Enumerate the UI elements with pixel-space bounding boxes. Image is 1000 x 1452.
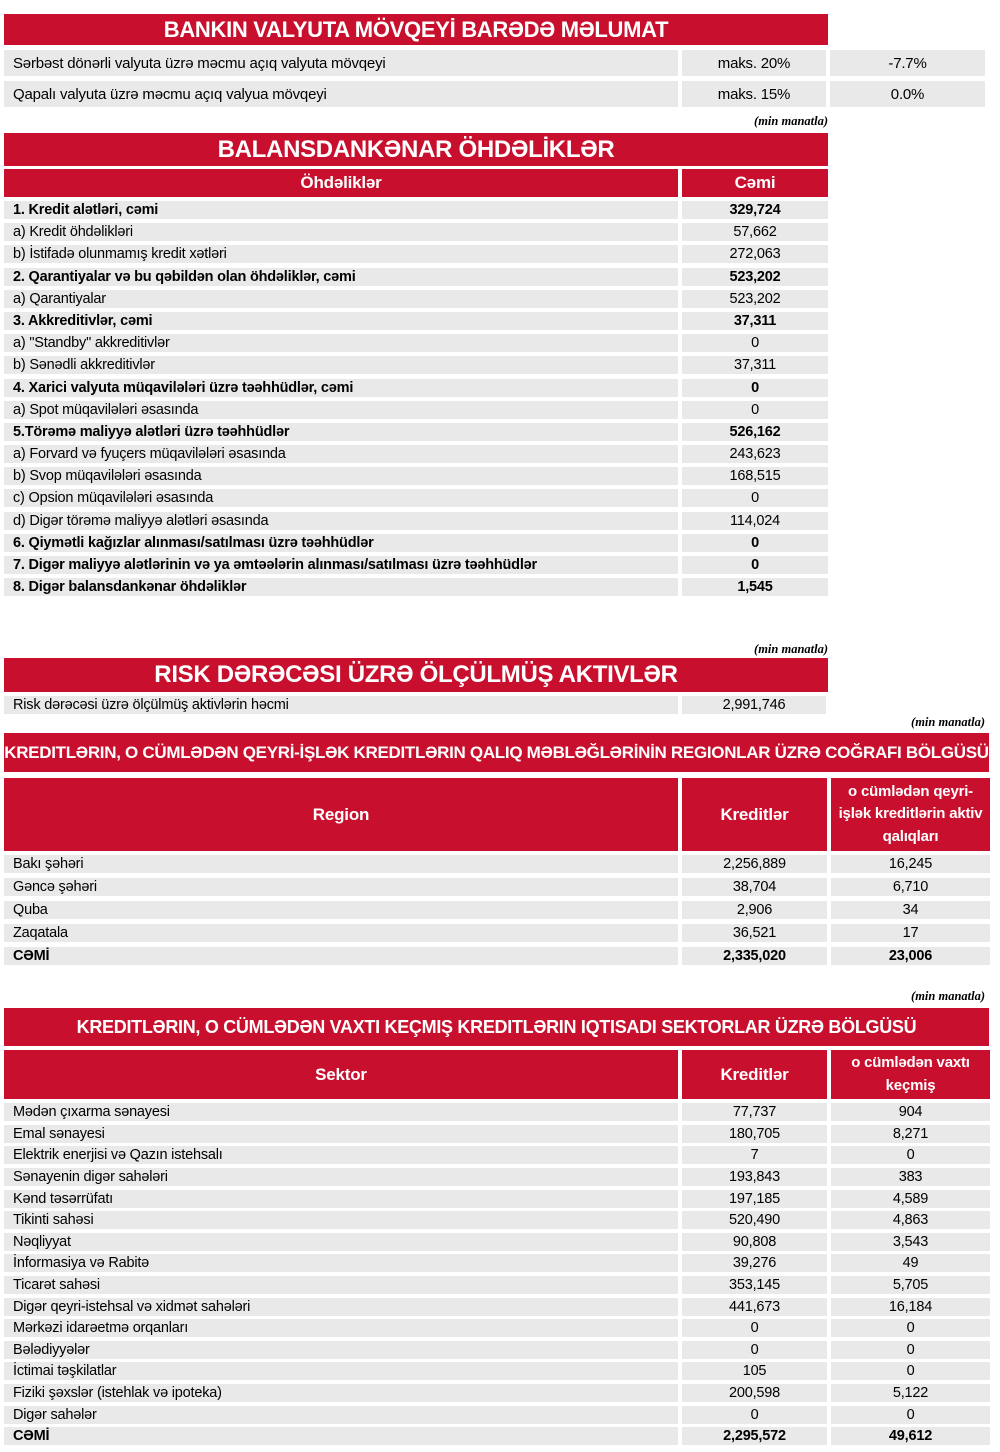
row-overdue-value: 16,184 [831,1298,990,1316]
row-overdue-value: 0 [831,1406,990,1424]
row-nonperforming-value: 16,245 [831,855,990,873]
row-loans-value: 441,673 [682,1298,827,1316]
table-row [4,81,1000,107]
table-row [4,1190,1000,1208]
table-row [4,1125,1000,1143]
column-header-total: Cəmi [682,169,828,197]
row-label: a) Qarantiyalar [4,290,678,308]
row-total-value: 0 [682,534,828,552]
row-loans-value: 180,705 [682,1125,827,1143]
table-row [4,578,1000,596]
row-label: b) İstifadə olunmamış kredit xətləri [4,245,678,263]
row-loans-value: 38,704 [682,878,827,896]
row-label: Tikinti sahəsi [4,1211,678,1229]
unit-note-min-manatla: (min manatla) [911,989,985,1004]
table-row [4,467,1000,485]
row-total-value: 329,724 [682,201,828,219]
column-header-loans: Kreditlər [682,778,827,851]
row-loans-value: 193,843 [682,1168,827,1186]
table-row [4,423,1000,441]
row-label: 1. Kredit alətləri, cəmi [4,201,678,219]
risk-weighted-section [4,658,1000,714]
loans-by-sector-title: KREDITLƏRIN, O CÜMLƏDƏN VAXTI KEÇMIŞ KREDITLƏRIN IQTISADI SEKTORLAR ÜZRƏ BÖLGÜSÜ [4,1008,989,1046]
row-label: Sənayenin digər sahələri [4,1168,678,1186]
row-label: CƏMİ [4,1427,678,1445]
row-limit-value: maks. 20% [682,50,826,76]
table-row [4,1406,1000,1424]
row-label: Qapalı valyuta üzrə məcmu açıq valyua mövqeyi [4,81,678,107]
row-label: 4. Xarici valyuta müqavilələri üzrə təəhhüdlər, cəmi [4,379,678,397]
row-label: 3. Akkreditivlər, cəmi [4,312,678,330]
row-total-value: 523,202 [682,290,828,308]
row-loans-value: 36,521 [682,924,827,942]
table-row [4,534,1000,552]
row-overdue-value: 904 [831,1103,990,1121]
row-loans-value: 0 [682,1341,827,1359]
row-loans-value: 7 [682,1146,827,1164]
table-row [4,290,1000,308]
row-label: Gəncə şəhəri [4,878,678,896]
risk-weighted-title: RISK DƏRƏCƏSI ÜZRƏ ÖLÇÜLMÜŞ AKTIVLƏR [4,658,828,692]
loans-by-region-rows [4,855,1000,965]
table-row [4,901,1000,919]
table-row [4,334,1000,352]
table-row [4,924,1000,942]
row-overdue-value: 5,122 [831,1384,990,1402]
row-label: Emal sənayesi [4,1125,678,1143]
loans-by-sector-column-header [4,1050,1000,1099]
row-label: Bələdiyyələr [4,1341,678,1359]
table-row [4,356,1000,374]
unit-note-min-manatla: (min manatla) [754,642,828,657]
loans-by-region-title: KREDITLƏRIN, O CÜMLƏDƏN QEYRİ-İŞLƏK KREDITLƏRIN QALIQ MƏBLƏĞLƏRİNİN REGIONLAR ÜZRƏ COĞRAFI BÖLGÜSÜ [4,733,989,772]
column-header-sector: Sektor [4,1050,678,1099]
row-loans-value: 105 [682,1362,827,1380]
row-label: CƏMİ [4,947,678,965]
row-loans-value: 90,808 [682,1233,827,1251]
table-row [4,1103,1000,1121]
table-row [4,1276,1000,1294]
unit-note-min-manatla: (min manatla) [911,715,985,730]
row-loans-value: 0 [682,1319,827,1337]
row-label: c) Opsion müqavilələri əsasında [4,489,678,507]
row-label: Fiziki şəxslər (istehlak və ipoteka) [4,1384,678,1402]
table-row [4,312,1000,330]
row-loans-value: 2,906 [682,901,827,919]
row-nonperforming-value: 6,710 [831,878,990,896]
table-row [4,1341,1000,1359]
table-row [4,445,1000,463]
table-row [4,1211,1000,1229]
off-balance-title: BALANSDANKƏNAR ÖHDƏLİKLƏR [4,133,828,166]
table-row [4,1319,1000,1337]
table-row [4,1298,1000,1316]
row-label: Digər qeyri-istehsal və xidmət sahələri [4,1298,678,1316]
column-header-liabilities: Öhdəliklər [4,169,678,197]
table-row [4,855,1000,873]
row-loans-value: 353,145 [682,1276,827,1294]
row-label: 5.Törəmə maliyyə alətləri üzrə təəhhüdlər [4,423,678,441]
row-total-value: 0 [682,379,828,397]
unit-note-min-manatla: (min manatla) [754,114,828,128]
row-overdue-value: 0 [831,1319,990,1337]
row-label: Sərbəst dönərli valyuta üzrə məcmu açıq valyuta mövqeyi [4,50,678,76]
row-loans-value: 2,295,572 [682,1427,827,1445]
row-total-value: 0 [682,489,828,507]
table-row [4,401,1000,419]
table-row [4,489,1000,507]
row-total-value: 1,545 [682,578,828,596]
row-label: İctimai təşkilatlar [4,1362,678,1380]
row-label: 6. Qiymətli kağızlar alınması/satılması üzrə təəhhüdlər [4,534,678,552]
row-total-value: 0 [682,556,828,574]
table-row [4,1362,1000,1380]
row-loans-value: 2,256,889 [682,855,827,873]
row-total-value: 0 [682,401,828,419]
table-row [4,1384,1000,1402]
row-total-value: 272,063 [682,245,828,263]
row-label: Quba [4,901,678,919]
row-overdue-value: 0 [831,1146,990,1164]
row-loans-value: 77,737 [682,1103,827,1121]
table-row [4,1168,1000,1186]
loans-by-region-section [4,733,1000,965]
row-total-value: 0 [682,334,828,352]
row-label: d) Digər törəmə maliyyə alətləri əsasında [4,512,678,530]
row-total-value: 37,311 [682,312,828,330]
row-label: Ticarət sahəsi [4,1276,678,1294]
row-loans-value: 520,490 [682,1211,827,1229]
table-row [4,947,1000,965]
row-overdue-value: 4,589 [831,1190,990,1208]
row-loans-value: 2,335,020 [682,947,827,965]
column-header-overdue: o cümlədən vaxtı keçmiş [831,1050,990,1099]
row-overdue-value: 383 [831,1168,990,1186]
row-label: a) "Standby" akkreditivlər [4,334,678,352]
table-row [4,379,1000,397]
row-loans-value: 0 [682,1406,827,1424]
table-row [4,245,1000,263]
column-header-loans: Kreditlər [682,1050,827,1099]
row-label: Mərkəzi idarəetmə orqanları [4,1319,678,1337]
row-label: Kənd təsərrüfatı [4,1190,678,1208]
column-header-nonperforming: o cümlədən qeyri-işlək kreditlərin aktiv qalıqları [831,778,990,851]
off-balance-column-header [4,169,1000,197]
row-total-value: 526,162 [682,423,828,441]
row-overdue-value: 49,612 [831,1427,990,1445]
row-label: İnformasiya və Rabitə [4,1254,678,1272]
row-overdue-value: 0 [831,1341,990,1359]
row-total-value: 114,024 [682,512,828,530]
table-row [4,878,1000,896]
currency-position-rows [4,50,1000,107]
table-row [4,223,1000,241]
row-label: 2. Qarantiyalar və bu qəbildən olan öhdəliklər, cəmi [4,268,678,286]
row-value: 2,991,746 [682,696,826,714]
table-row [4,268,1000,286]
row-overdue-value: 4,863 [831,1211,990,1229]
row-loans-value: 200,598 [682,1384,827,1402]
loans-by-sector-rows [4,1103,1000,1445]
table-row [4,696,1000,714]
row-loans-value: 197,185 [682,1190,827,1208]
currency-position-section [4,14,1000,107]
table-row [4,1146,1000,1164]
row-overdue-value: 49 [831,1254,990,1272]
row-label: Elektrik enerjisi və Qazın istehsalı [4,1146,678,1164]
row-label: 8. Digər balansdankənar öhdəliklər [4,578,678,596]
row-actual-value: 0.0% [830,81,985,107]
loans-by-region-column-header [4,778,1000,851]
row-label: Nəqliyyat [4,1233,678,1251]
row-label: Zaqatala [4,924,678,942]
row-loans-value: 39,276 [682,1254,827,1272]
table-row [4,50,1000,76]
row-total-value: 57,662 [682,223,828,241]
column-header-region: Region [4,778,678,851]
row-label: 7. Digər maliyyə alətlərinin və ya əmtəələrin alınması/satılması üzrə təəhhüdlər [4,556,678,574]
off-balance-rows [4,201,1000,596]
table-row [4,201,1000,219]
row-label: Digər sahələr [4,1406,678,1424]
row-label: Mədən çıxarma sənayesi [4,1103,678,1121]
row-label: a) Forvard və fyuçers müqavilələri əsasında [4,445,678,463]
row-label: Risk dərəcəsi üzrə ölçülmüş aktivlərin həcmi [4,696,678,714]
row-limit-value: maks. 15% [682,81,826,107]
table-row [4,556,1000,574]
currency-position-title: BANKIN VALYUTA MÖVQEYİ BARƏDƏ MƏLUMAT [4,14,828,45]
row-overdue-value: 3,543 [831,1233,990,1251]
row-total-value: 523,202 [682,268,828,286]
table-row [4,1233,1000,1251]
row-overdue-value: 5,705 [831,1276,990,1294]
risk-weighted-rows [4,696,1000,714]
row-total-value: 243,623 [682,445,828,463]
loans-by-sector-section [4,1008,1000,1445]
row-nonperforming-value: 34 [831,901,990,919]
table-row [4,512,1000,530]
row-total-value: 37,311 [682,356,828,374]
row-nonperforming-value: 17 [831,924,990,942]
row-label: b) Svop müqavilələri əsasında [4,467,678,485]
row-label: b) Sənədli akkreditivlər [4,356,678,374]
row-actual-value: -7.7% [830,50,985,76]
row-label: a) Spot müqavilələri əsasında [4,401,678,419]
table-row [4,1254,1000,1272]
row-overdue-value: 8,271 [831,1125,990,1143]
row-nonperforming-value: 23,006 [831,947,990,965]
row-label: Bakı şəhəri [4,855,678,873]
row-overdue-value: 0 [831,1362,990,1380]
row-total-value: 168,515 [682,467,828,485]
off-balance-section [4,133,1000,596]
row-label: a) Kredit öhdəlikləri [4,223,678,241]
table-row [4,1427,1000,1445]
